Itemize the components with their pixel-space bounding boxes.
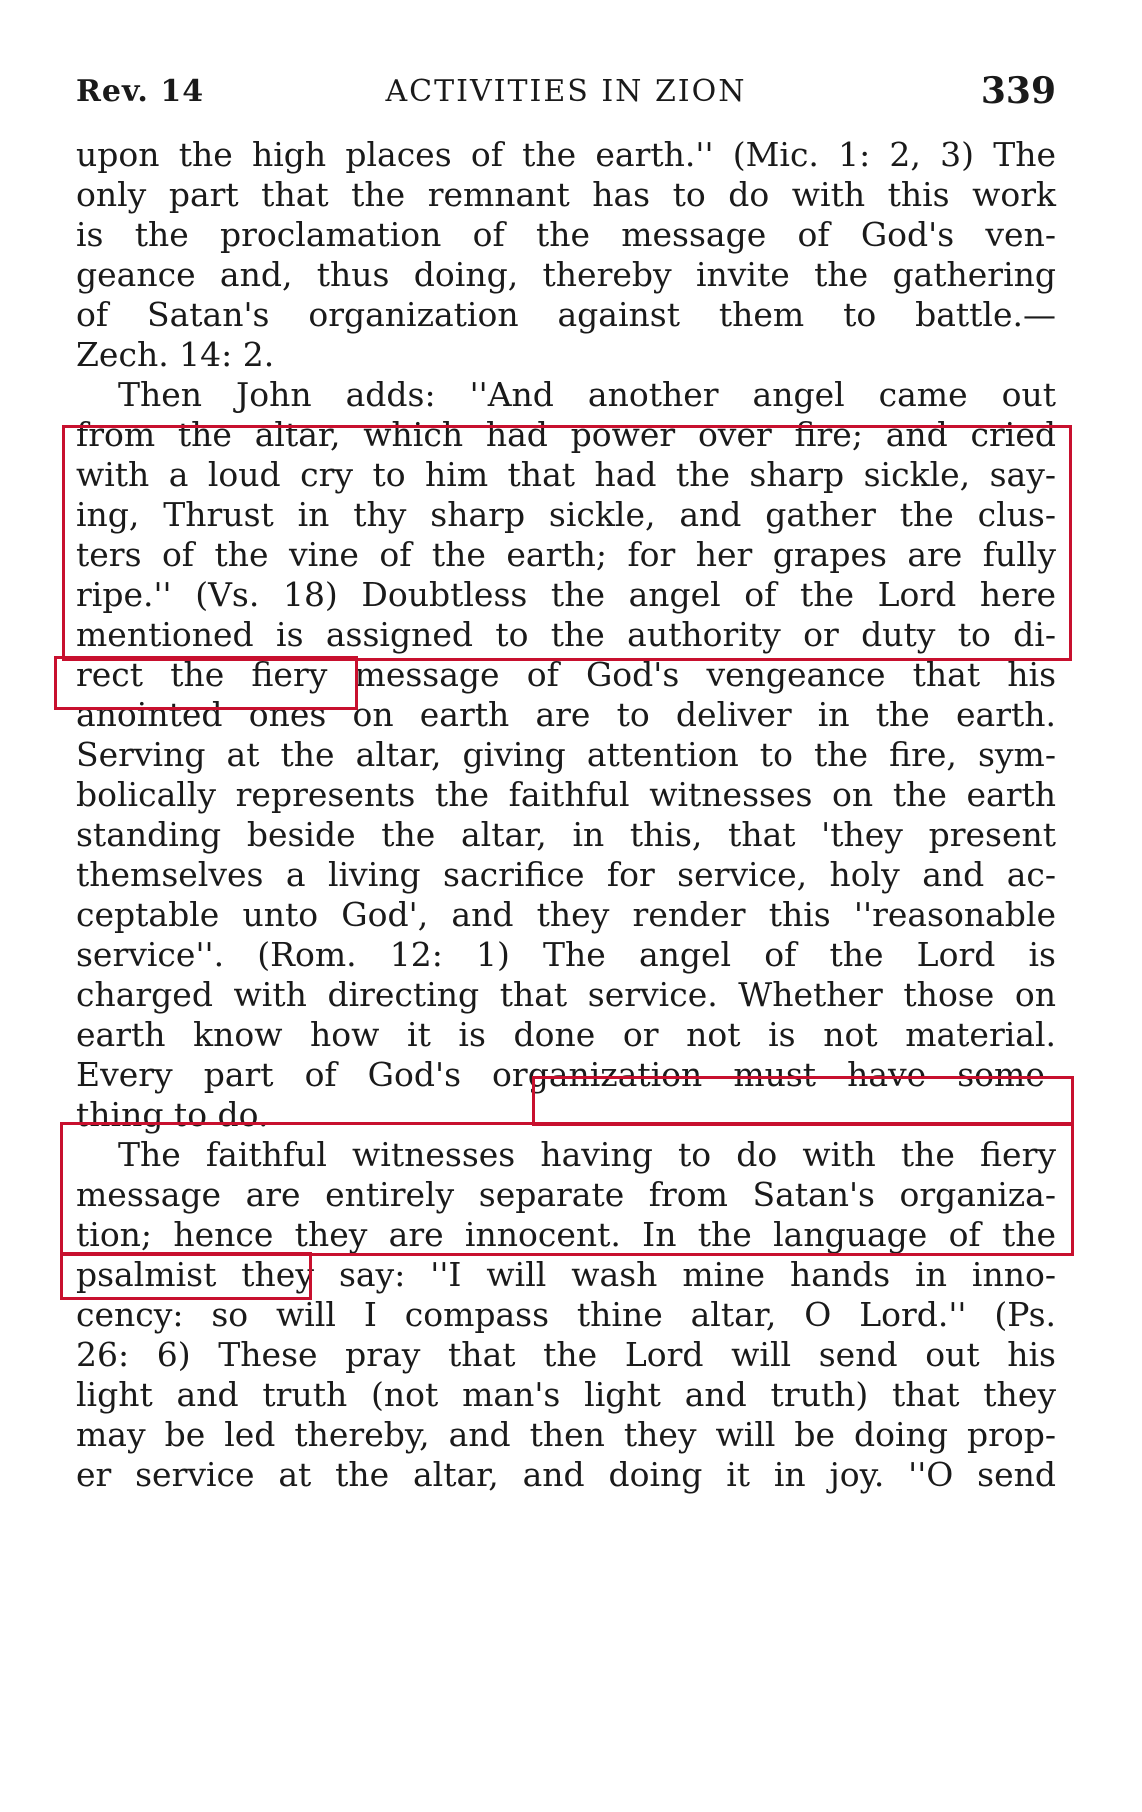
text-line: mentioned is assigned to the authority or duty to di- [76,615,1056,654]
highlight-box-charge-main [60,1122,1074,1256]
text-line: earth know how it is done or not is not material. [76,1015,1056,1054]
text-line: cency: so will I compass thine altar, O Lord.'' (Ps. [76,1295,1056,1334]
text-line: Zech. 14: 2. [76,335,275,374]
text-line: ters of the vine of the earth; for her grapes are fully [76,535,1056,574]
text-line: with a loud cry to him that had the sharp sickle, say- [76,455,1056,494]
text-line: Every part of God's organization must have some- [76,1055,1056,1094]
text-line: themselves a living sacrifice for service, holy and ac- [76,855,1056,894]
text-line: rect the fiery message of God's vengeance that his [76,655,1056,694]
text-line: ceptable unto God', and they render this ''reasonable [76,895,1056,934]
text-line: service''. (Rom. 12: 1) The angel of the Lord is [76,935,1056,974]
text-line: Then John adds: ''And another angel came out [118,375,1056,414]
running-header [76,70,1056,120]
text-line: 26: 6) These pray that the Lord will send out his [76,1335,1056,1374]
text-line: upon the high places of the earth.'' (Mic. 1: 2, 3) The [76,135,1056,174]
text-line: from the altar, which had power over fire; and cried [76,415,1056,454]
text-line: light and truth (not man's light and truth) that they [76,1375,1056,1414]
text-line: psalmist they say: ''I will wash mine hands in inno- [76,1255,1056,1294]
text-line: anointed ones on earth are to deliver in the earth. [76,695,1056,734]
text-line: Serving at the altar, giving attention to the fire, sym- [76,735,1056,774]
running-title: ACTIVITIES IN ZION [385,74,747,109]
text-line: message are entirely separate from Satan's organiza- [76,1175,1056,1214]
text-line: charged with directing that service. Whether those on [76,975,1056,1014]
text-line: may be led thereby, and then they will be doing prop- [76,1415,1056,1454]
highlight-box-quote-main [62,425,1072,661]
text-line: is the proclamation of the message of God's ven- [76,215,1056,254]
page-number: 339 [980,70,1056,112]
highlight-box-quote-tail [54,656,358,710]
text-line: tion; hence they are innocent. In the language of the [76,1215,1056,1254]
text-line: er service at the altar, and doing it in joy. ''O send [76,1455,1056,1494]
text-line: ing, Thrust in thy sharp sickle, and gather the clus- [76,495,1056,534]
highlight-box-charge-tail [60,1252,312,1300]
text-line: only part that the remnant has to do with this work [76,175,1056,214]
highlight-box-charge-head [532,1076,1074,1126]
text-line: of Satan's organization against them to battle.— [76,295,1056,334]
text-line: The faithful witnesses having to do with the fiery [118,1135,1056,1174]
text-line: ripe.'' (Vs. 18) Doubtless the angel of the Lord here [76,575,1056,614]
chapter-reference: Rev. 14 [76,74,205,109]
text-line: standing beside the altar, in this, that 'they present [76,815,1056,854]
text-line: geance and, thus doing, thereby invite the gathering [76,255,1056,294]
text-line: bolically represents the faithful witnesses on the earth [76,775,1056,814]
text-line: thing to do. [76,1095,269,1134]
